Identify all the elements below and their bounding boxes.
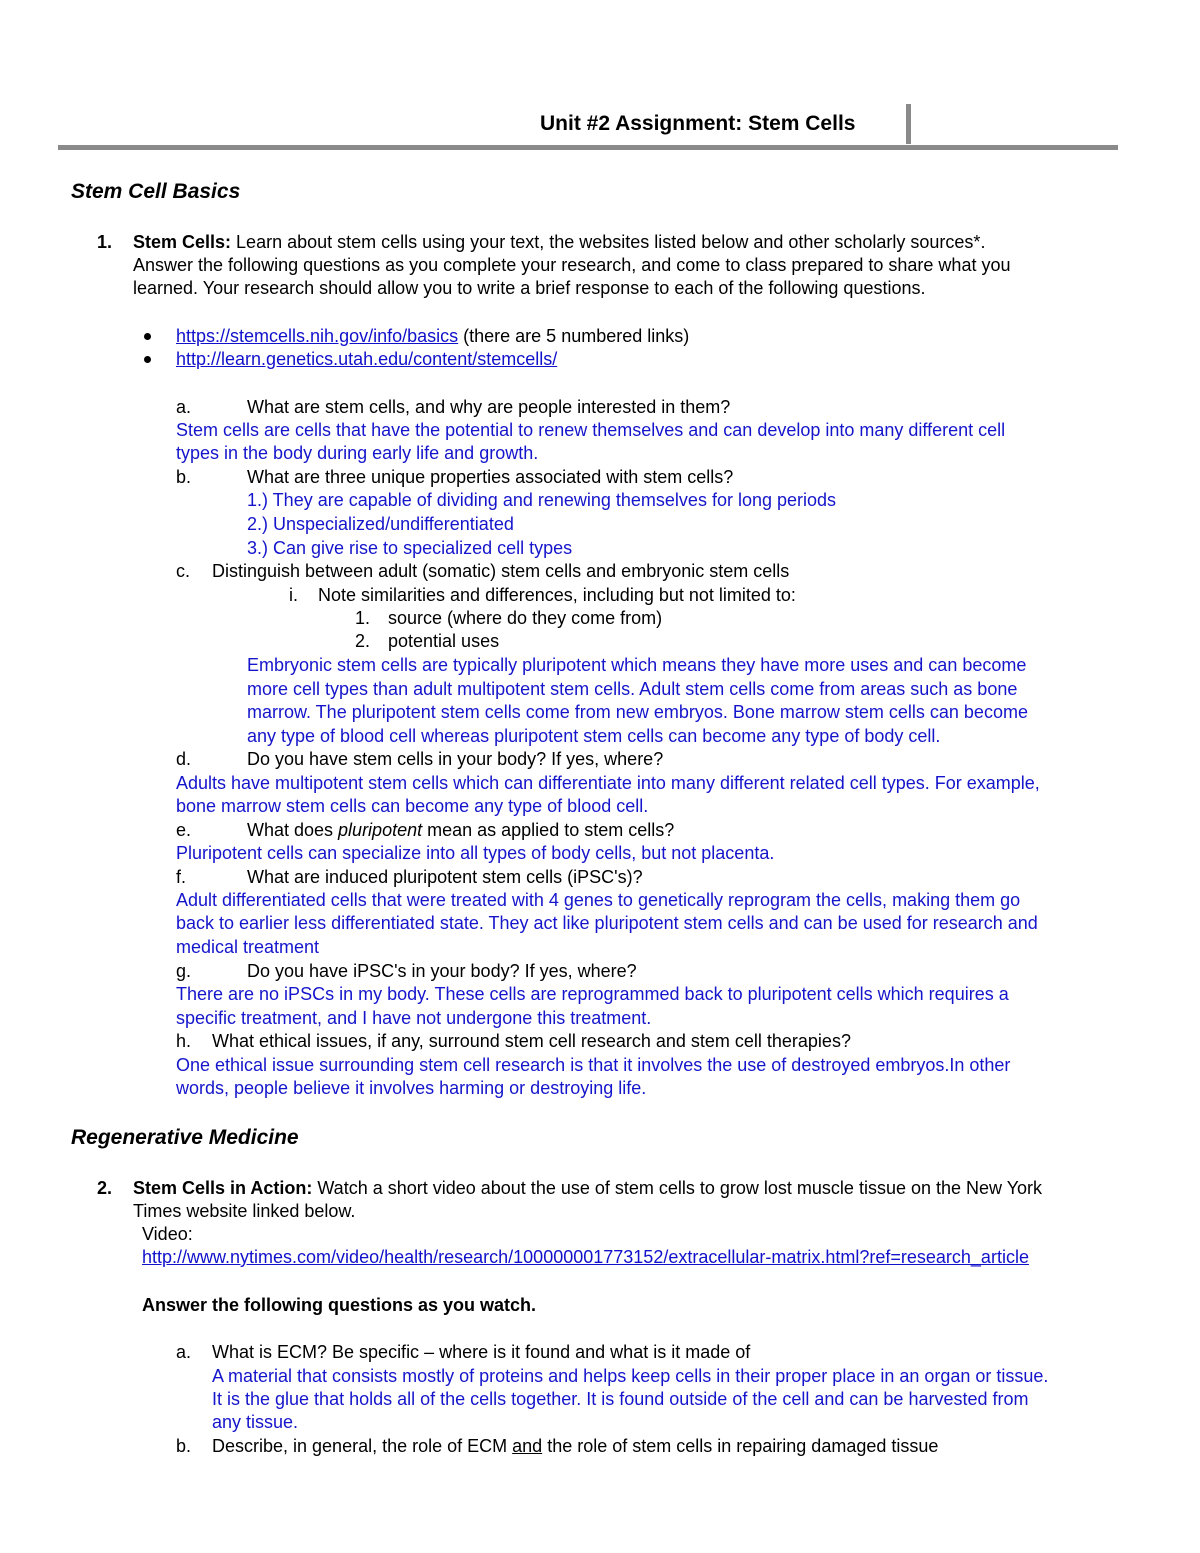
q1d-question: Do you have stem cells in your body? If yes, where? xyxy=(247,749,664,769)
q1-link2-line xyxy=(176,348,557,371)
q2a-question: What is ECM? Be specific – where is it found and what is it made of xyxy=(212,1342,751,1362)
q1-intro-line-2: Answer the following questions as you complete your research, and come to class prepared to share what you xyxy=(133,255,1011,275)
section-heading-regenerative-medicine: Regenerative Medicine xyxy=(71,1126,299,1149)
q1c-answer-line-3: marrow. The pluripotent stem cells come from new embryos. Bone marrow stem cells can become xyxy=(247,702,1028,722)
section-heading-stem-cell-basics: Stem Cell Basics xyxy=(71,180,241,203)
q2-label: Stem Cells in Action: xyxy=(133,1178,313,1198)
q2-intro-1: Watch a short video about the use of stem cells to grow lost muscle tissue on the New York xyxy=(312,1178,1043,1198)
utah-genetics-link[interactable]: http://learn.genetics.utah.edu/content/stemcells/ xyxy=(176,349,558,369)
q1-label: Stem Cells: xyxy=(133,232,232,252)
q1-intro-1: Learn about stem cells using your text, the websites listed below and other scholarly sources*. xyxy=(231,232,986,252)
q1c-i-text: Note similarities and differences, including but not limited to: xyxy=(318,585,796,605)
q1-link1-line xyxy=(176,325,689,348)
q2-video-label: Video: xyxy=(142,1224,193,1244)
q1c-question: Distinguish between adult (somatic) stem cells and embryonic stem cells xyxy=(212,561,790,581)
q2a-answer-line-3: any tissue. xyxy=(212,1412,299,1432)
q1c-i-1-label: 1. xyxy=(355,608,371,628)
q1h-label: h. xyxy=(176,1031,192,1051)
q2-intro-line-2: Times website linked below. xyxy=(133,1201,356,1221)
q2a-answer-line-2: It is the glue that holds all of the cells together. It is found outside of the cell and can be harvested from xyxy=(212,1389,1029,1409)
link1-note: (there are 5 numbered links) xyxy=(458,326,690,346)
nih-basics-link[interactable]: https://stemcells.nih.gov/info/basics xyxy=(176,326,459,346)
q1e-label: e. xyxy=(176,820,192,840)
q1b-answer-2: 2.) Unspecialized/undifferentiated xyxy=(247,514,514,534)
q1b-answer-3: 3.) Can give rise to specialized cell types xyxy=(247,538,573,558)
q1c-answer-line-2: more cell types than adult multipotent stem cells. Adult stem cells come from areas such as bone xyxy=(247,679,1018,699)
q1g-label: g. xyxy=(176,961,192,981)
q1g-answer-line-2: specific treatment, and I have not undergone this treatment. xyxy=(176,1008,652,1028)
q1e-answer-line-1: Pluripotent cells can specialize into all types of body cells, but not placenta. xyxy=(176,843,775,863)
q1h-question: What ethical issues, if any, surround stem cell research and stem cell therapies? xyxy=(212,1031,851,1051)
q1c-label: c. xyxy=(176,561,191,581)
q1e-q-pre: What does xyxy=(247,820,339,840)
q1f-label: f. xyxy=(176,867,187,887)
q1f-answer-line-3: medical treatment xyxy=(176,937,320,957)
q2-intro-line-1 xyxy=(133,1177,1042,1200)
nytimes-video-link[interactable]: http://www.nytimes.com/video/health/research/100000001773152/extracellular-matrix.html?ref=research_article xyxy=(142,1247,1029,1267)
bullet xyxy=(144,356,151,363)
q1c-answer-line-1: Embryonic stem cells are typically pluripotent which means they have more uses and can become xyxy=(247,655,1027,675)
q1h-answer-line-2: words, people believe it involves harming or destroying life. xyxy=(176,1078,647,1098)
q1a-label: a. xyxy=(176,397,192,417)
q1e-q-em: pluripotent xyxy=(338,820,423,840)
q2b-question xyxy=(212,1435,938,1458)
q1-number: 1. xyxy=(97,232,113,252)
q2-video-line xyxy=(142,1246,1029,1269)
q1f-answer-line-2: back to earlier less differentiated state. They act like pluripotent stem cells and can be used for research and xyxy=(176,913,1038,933)
q1e-question xyxy=(247,819,674,842)
q2a-answer-line-1: A material that consists mostly of proteins and helps keep cells in their proper place in an organ or tissue. xyxy=(212,1366,1049,1386)
q1c-answer-line-4: any type of blood cell whereas pluripotent stem cells can become any type of body cell. xyxy=(247,726,941,746)
q2b-q-post: the role of stem cells in repairing damaged tissue xyxy=(542,1436,939,1456)
q1c-i-1-text: source (where do they come from) xyxy=(388,608,663,628)
q1c-i-label: i. xyxy=(289,585,298,605)
q1c-i-2-label: 2. xyxy=(355,631,371,651)
q1d-label: d. xyxy=(176,749,192,769)
q2-instruction: Answer the following questions as you watch. xyxy=(142,1295,537,1315)
q1d-answer-line-1: Adults have multipotent stem cells which can differentiate into many different related cell types. For example, xyxy=(176,773,1040,793)
header-rule xyxy=(58,145,1118,150)
q1b-label: b. xyxy=(176,467,192,487)
bullet xyxy=(144,333,151,340)
q2-number: 2. xyxy=(97,1178,113,1198)
q1g-question: Do you have iPSC's in your body? If yes, where? xyxy=(247,961,637,981)
q2a-label: a. xyxy=(176,1342,192,1362)
q1b-answer-1: 1.) They are capable of dividing and renewing themselves for long periods xyxy=(247,490,837,510)
q2b-label: b. xyxy=(176,1436,192,1456)
q2b-q-pre: Describe, in general, the role of ECM xyxy=(212,1436,513,1456)
q1d-answer-line-2: bone marrow stem cells can become any type of blood cell. xyxy=(176,796,649,816)
q1g-answer-line-1: There are no iPSCs in my body. These cells are reprogrammed back to pluripotent cells which requires a xyxy=(176,984,1009,1004)
header-bar xyxy=(906,104,911,144)
q1c-i-2-text: potential uses xyxy=(388,631,500,651)
q1a-answer-line-2: types in the body during early life and growth. xyxy=(176,443,539,463)
q1b-question: What are three unique properties associated with stem cells? xyxy=(247,467,734,487)
q1a-answer-line-1: Stem cells are cells that have the potential to renew themselves and can develop into many different cell xyxy=(176,420,1006,440)
q1-intro-line-3: learned. Your research should allow you to write a brief response to each of the following questions. xyxy=(133,278,926,298)
q1e-q-post: mean as applied to stem cells? xyxy=(422,820,675,840)
q1a-question: What are stem cells, and why are people interested in them? xyxy=(247,397,731,417)
q2b-q-underlined: and xyxy=(512,1436,543,1456)
q1h-answer-line-1: One ethical issue surrounding stem cell research is that it involves the use of destroyed embryos.In other xyxy=(176,1055,1011,1075)
page-title: Unit #2 Assignment: Stem Cells xyxy=(540,112,856,135)
q1f-answer-line-1: Adult differentiated cells that were treated with 4 genes to genetically reprogram the cells, making them go xyxy=(176,890,1021,910)
q1f-question: What are induced pluripotent stem cells (iPSC's)? xyxy=(247,867,643,887)
q1-intro-line-1 xyxy=(133,231,985,254)
